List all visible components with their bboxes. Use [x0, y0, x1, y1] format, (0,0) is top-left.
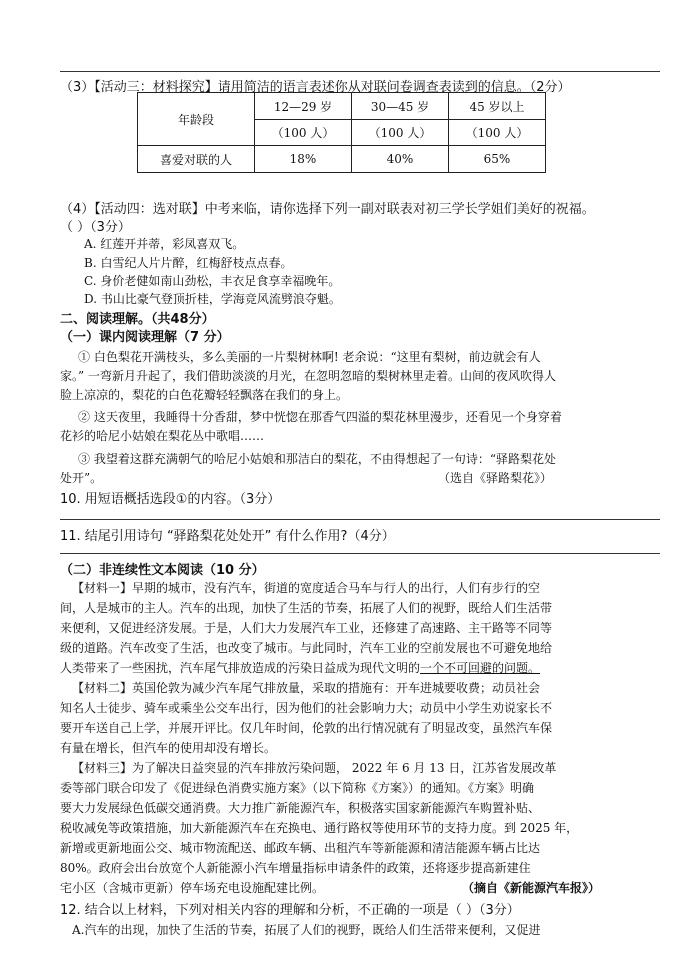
- passage-p1-line1: ① 白色梨花开满枝头，多么美丽的一片梨树林啊! 老余说：“这里有梨树，前边就会有人: [78, 350, 541, 364]
- material-3-line4: 税收减免等政策措施，加大新能源汽车在充换电、通行路权等使用环节的支持力度。到 2025 年，: [60, 821, 579, 835]
- top-rule: [60, 71, 660, 72]
- material-3-line2: 委等部门联合印发了《促进绿色消费实施方案》（以下简称《方案》）的通知。《方案》明确: [60, 781, 535, 795]
- question-4: （4）【活动四：选对联】中考来临，请你选择下列一副对联表对初三学长学姐们美好的祝福。: [60, 202, 595, 217]
- passage-p2-line1: ② 这天夜里，我睡得十分香甜，梦中恍惚在那香气四溢的梨花林里漫步，还看见一个身穿着: [78, 410, 562, 424]
- material-2-line4: 有量在增长，但汽车的使用却没有增长。: [60, 741, 277, 755]
- option-a: A. 红莲开并蒂，彩凤喜双飞。: [84, 237, 245, 251]
- age-group-3: 45 岁以上: [449, 93, 546, 120]
- material-3-line7: 宅小区（含城市更新）停车场充电设施配建比例。: [60, 881, 325, 895]
- passage-p3-line2: 处开”。: [60, 471, 103, 485]
- question-12: 12. 结合以上材料，下列对相关内容的理解和分析，不正确的一项是（ ）（3分）: [60, 903, 520, 918]
- passage-p1-line2: 家。” 一弯新月升起了，我们借助淡淡的月光，在忽明忽暗的梨树林里走着。山间的夜风吹得人: [60, 369, 556, 383]
- material-1-line1: 【材料一】早期的城市，没有汽车，街道的宽度适合马车与行人的出行，人们有步行的空: [72, 581, 541, 595]
- question-11: 11. 结尾引用诗句 “驿路梨花处处开” 有什么作用?（4分）: [60, 529, 395, 544]
- passage-p2-line2: 花衫的哈尼小姑娘在梨花丛中歌唱……: [60, 429, 265, 443]
- material-3-line1: 【材料三】为了解决日益突显的汽车排放污染问题， 2022 年 6 月 13 日，江苏省发展改革: [72, 761, 557, 775]
- source-2: （摘自《新能源汽车报》）: [462, 881, 601, 895]
- material-2-line3: 要开车送自己上学，并展开评比。仅几年时间，伦敦的出行情况就有了明显改变，虽然汽车保: [60, 721, 553, 735]
- like-couplet-header: 喜爱对联的人: [138, 146, 255, 173]
- material-1-line3: 来便利，又促进经济发展。于是，人们大力发展汽车工业，还修建了高速路、主干路等不同等: [60, 621, 553, 635]
- passage-p1-line3: 脸上凉凉的，梨花的白色花瓣轻轻飘落在我们的身上。: [60, 388, 349, 402]
- question-4-blank: （ ）（3分）: [60, 220, 131, 235]
- material-3-line5: 新增或更新地面公交、城市物流配送、邮政车辆、出租汽车等新能源和清洁能源车辆占比达: [60, 841, 541, 855]
- question-10: 10. 用短语概括选段①的内容。（3分）: [60, 492, 281, 507]
- passage-p3-line1: ③ 我望着这群充满朝气的哈尼小姑娘和那洁白的梨花，不由得想起了一句诗：“驿路梨花处: [78, 452, 556, 466]
- percent-2: 40%: [352, 146, 449, 173]
- question-12-option-a: A.汽车的出现，加快了生活的节奏，拓展了人们的视野，既给人们生活带来便利，又促进: [72, 923, 541, 937]
- age-group-2: 30—45 岁: [352, 93, 449, 120]
- material-1-line4: 级的道路。汽车改变了生活，也改变了城市。与此同时，汽车工业的空前发展也不可避免地给: [60, 641, 553, 655]
- answer-line-10: [60, 519, 660, 520]
- material-3-line3: 要大力发展绿色低碳交通消费。大力推广新能源汽车，积极落实国家新能源汽车购置补贴、: [60, 801, 541, 815]
- section-2-title: 二、阅读理解。（共48分）: [60, 312, 215, 327]
- part-1-title: （一）课内阅读理解（7 分）: [60, 330, 230, 345]
- count-1: （100 人）: [255, 120, 352, 146]
- option-c: C. 身价老健如南山劲松，丰衣足食享幸福晚年。: [84, 274, 341, 288]
- option-d: D. 书山比豪气登顶折桂，学海竞风流劈浪夺魁。: [84, 292, 341, 306]
- material-2-line1: 【材料二】英国伦敦为减少汽车尾气排放量，采取的措施有：开车进城要收费；动员社会: [72, 681, 541, 695]
- age-group-header: 年龄段: [138, 93, 255, 146]
- survey-table: [137, 92, 546, 173]
- option-b: B. 白雪纪人片片醉，红梅舒枝点点春。: [84, 256, 293, 270]
- material-1-line2: 间，人是城市的主人。汽车的出现，加快了生活的节奏，拓展了人们的视野，既给人们生活带: [60, 601, 553, 615]
- answer-line-11: [60, 553, 660, 554]
- age-group-1: 12—29 岁: [255, 93, 352, 120]
- material-1-line5-text: 人类带来了一些困扰，汽车尾气排放造成的污染日益成为现代文明的: [60, 661, 421, 675]
- question-3: （3）【活动三：材料探究】请用简洁的语言表述你从对联问卷调查表读到的信息。（2分）: [60, 80, 571, 95]
- part-2-title: （二）非连续性文本阅读（10 分）: [60, 563, 265, 578]
- underlined-phrase: 一个不可回避的问题。: [420, 661, 541, 675]
- percent-3: 65%: [449, 146, 546, 173]
- count-3: （100 人）: [449, 120, 546, 146]
- material-1-line5: [60, 659, 660, 676]
- count-2: （100 人）: [352, 120, 449, 146]
- percent-1: 18%: [255, 146, 352, 173]
- source-1: （选自《驿路梨花》）: [438, 471, 553, 485]
- material-2-line2: 知名人士徒步、骑车或乘坐公交车出行，因为他们的社会影响力大；动员中小学生劝说家长不: [60, 701, 553, 715]
- material-3-line6: 80%。政府会出台放宽个人新能源小汽车增量指标申请条件的政策，还将逐步提高新建住: [60, 861, 531, 875]
